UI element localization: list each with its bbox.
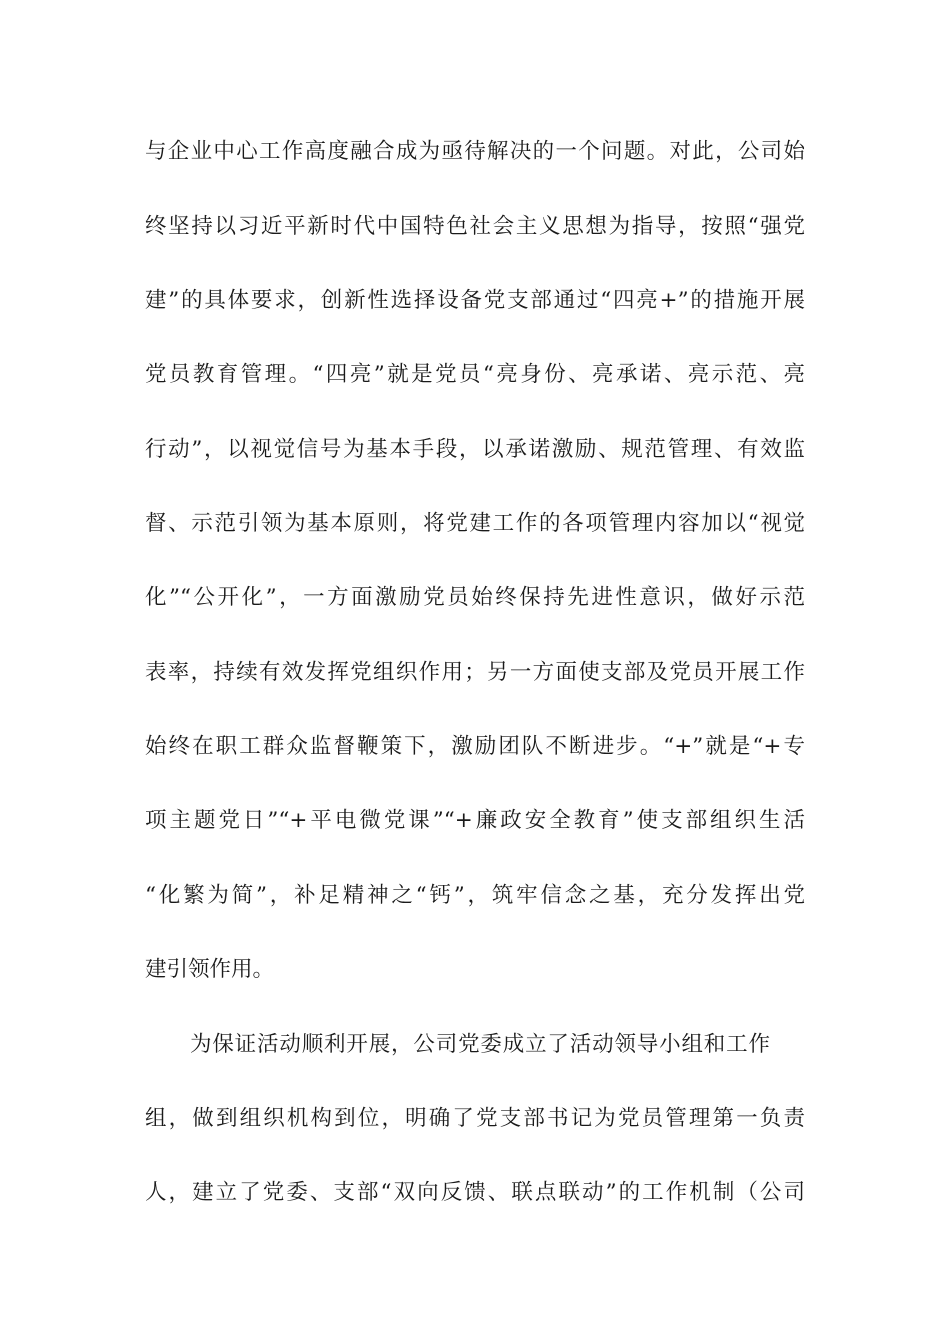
paragraph-line: “化繁为简”，补足精神之“钙”，筑牢信念之基，充分发挥出党 xyxy=(145,883,805,908)
paragraph-line: 党员教育管理。“四亮”就是党员“亮身份、亮承诺、亮示范、亮 xyxy=(145,362,805,387)
paragraph-line: 组，做到组织机构到位，明确了党支部书记为党员管理第一负责 xyxy=(145,1106,805,1131)
paragraph-line: 建”的具体要求，创新性选择设备党支部通过“四亮+”的措施开展 xyxy=(145,288,805,313)
paragraph-line: 为保证活动顺利开展，公司党委成立了活动领导小组和工作 xyxy=(190,1032,770,1057)
paragraph-line: 建引领作用。 xyxy=(145,957,275,982)
paragraph-line: 人，建立了党委、支部“双向反馈、联点联动”的工作机制（公司 xyxy=(145,1180,805,1205)
paragraph-line: 行动”，以视觉信号为基本手段，以承诺激励、规范管理、有效监 xyxy=(145,437,805,462)
paragraph-line: 始终在职工群众监督鞭策下，激励团队不断进步。“+”就是“+专 xyxy=(145,734,805,759)
paragraph-line: 项主题党日”“+平电微党课”“+廉政安全教育”使支部组织生活 xyxy=(145,808,805,833)
paragraph-line: 化”“公开化”，一方面激励党员始终保持先进性意识，做好示范 xyxy=(145,585,805,610)
paragraph-line: 与企业中心工作高度融合成为亟待解决的一个问题。对此，公司始 xyxy=(145,139,805,164)
paragraph-line: 终坚持以习近平新时代中国特色社会主义思想为指导，按照“强党 xyxy=(145,214,805,239)
paragraph-line: 表率，持续有效发挥党组织作用；另一方面使支部及党员开展工作 xyxy=(145,660,805,685)
paragraph-line: 督、示范引领为基本原则，将党建工作的各项管理内容加以“视觉 xyxy=(145,511,805,536)
